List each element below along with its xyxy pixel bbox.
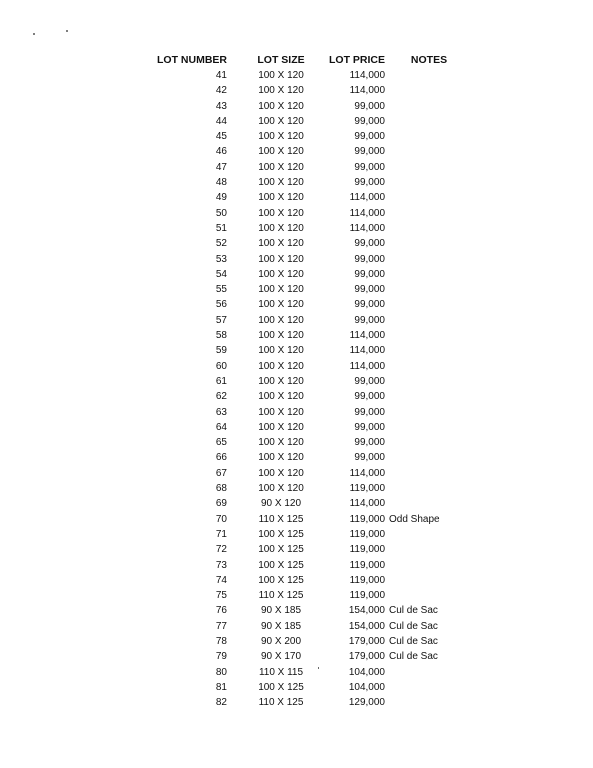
notes-cell: [385, 160, 469, 175]
lot-price-cell: 154,000: [348, 620, 385, 632]
lot-number-cell: 64: [215, 421, 227, 433]
lot-size-cell: 110 X 125: [258, 590, 304, 602]
lot-price-cell: 119,000: [349, 590, 385, 602]
lot-size-cell: 100 X 120: [258, 375, 304, 387]
notes-cell: [385, 297, 469, 312]
lot-size-cell: 100 X 120: [258, 299, 304, 311]
lot-number-cell: 71: [215, 528, 227, 540]
notes-cell: [385, 558, 469, 573]
lot-number-cell: 78: [215, 635, 227, 647]
lot-number-header: LOT NUMBER: [157, 54, 227, 66]
lot-size-cell: 100 X 120: [258, 177, 304, 189]
lot-size-header: LOT SIZE: [257, 54, 305, 66]
notes-cell: [385, 114, 469, 129]
notes-cell: [385, 359, 469, 374]
lot-size-cell: 100 X 120: [258, 131, 304, 143]
notes-cell: [385, 450, 469, 465]
lot-number-cell: 72: [215, 544, 227, 556]
notes-cell: Cul de Sac: [389, 605, 438, 617]
table-row: [157, 359, 469, 374]
notes-cell: [385, 527, 469, 542]
table-row: [157, 649, 469, 664]
lot-number-cell: 66: [215, 452, 227, 464]
table-row: [157, 282, 469, 297]
notes-cell: [385, 389, 469, 404]
notes-cell: [385, 144, 469, 159]
notes-cell: [385, 665, 469, 680]
table-row: [157, 680, 469, 695]
lot-size-cell: 100 X 120: [258, 146, 304, 158]
lot-size-cell: 100 X 120: [258, 222, 304, 234]
lot-rows: [157, 68, 469, 710]
notes-cell: Cul de Sac: [389, 635, 438, 647]
lot-number-cell: 46: [215, 146, 227, 158]
table-row: [157, 542, 469, 557]
lot-number-cell: 70: [215, 513, 227, 525]
lot-price-cell: 114,000: [349, 70, 385, 81]
notes-cell: Odd Shape: [389, 513, 440, 525]
lot-size-cell: 100 X 125: [258, 544, 304, 556]
lot-size-cell: 100 X 125: [258, 559, 304, 571]
lot-price-cell: 99,000: [354, 406, 385, 418]
lot-size-cell: 100 X 120: [258, 207, 304, 219]
lot-size-cell: 110 X 115: [258, 666, 304, 678]
lot-number-cell: 57: [215, 314, 227, 326]
lot-price-cell: 99,000: [354, 146, 385, 158]
notes-cell: [385, 236, 469, 251]
lot-size-cell: 100 X 120: [258, 253, 304, 265]
lot-number-cell: 59: [215, 345, 227, 357]
notes-cell: [385, 68, 469, 83]
lot-price-cell: 154,000: [348, 605, 385, 617]
table-row: [157, 236, 469, 251]
lot-number-cell: 62: [215, 391, 227, 403]
lot-size-cell: 90 X 185: [260, 620, 302, 632]
lot-size-cell: 100 X 120: [258, 100, 304, 112]
lot-price-cell: 99,000: [354, 391, 385, 403]
notes-header: NOTES: [410, 54, 448, 66]
notes-cell: Cul de Sac: [389, 651, 438, 663]
lot-price-cell: 99,000: [354, 421, 385, 433]
lot-number-cell: 60: [215, 360, 227, 372]
table-row: [157, 221, 469, 236]
lot-number-cell: 55: [215, 284, 227, 296]
lot-number-cell: 44: [215, 115, 227, 127]
notes-cell: [385, 206, 469, 221]
lot-price-cell: 99,000: [354, 299, 385, 311]
lot-number-cell: 79: [215, 651, 227, 663]
lot-number-cell: 56: [215, 299, 227, 311]
table-row: [157, 634, 469, 649]
lot-number-cell: 45: [215, 131, 227, 143]
notes-cell: [385, 252, 469, 267]
lot-price-cell: 114,000: [349, 467, 385, 479]
lot-price-cell: 114,000: [349, 360, 385, 372]
lot-number-cell: 74: [215, 574, 227, 586]
notes-cell: [385, 374, 469, 389]
notes-cell: [385, 282, 469, 297]
lot-size-cell: 100 X 120: [258, 268, 304, 280]
table-row: [157, 160, 469, 175]
table-row: [157, 190, 469, 205]
lot-number-cell: 43: [215, 100, 227, 112]
lot-size-cell: 100 X 120: [258, 360, 304, 372]
lot-number-cell: 67: [215, 467, 227, 479]
table-row: [157, 313, 469, 328]
lot-number-cell: 77: [215, 620, 227, 632]
table-row: [157, 496, 469, 511]
lot-size-cell: 110 X 125: [258, 513, 304, 525]
lot-number-cell: 75: [215, 590, 227, 602]
lot-price-cell: 99,000: [354, 314, 385, 326]
lot-price-table: [157, 52, 469, 710]
lot-price-cell: 99,000: [354, 177, 385, 189]
lot-price-cell: 119,000: [349, 483, 385, 495]
lot-number-cell: 69: [215, 498, 227, 510]
table-header-row: [157, 52, 469, 68]
lot-number-cell: 54: [215, 268, 227, 280]
lot-price-cell: 119,000: [349, 528, 385, 540]
table-row: [157, 328, 469, 343]
lot-number-cell: 76: [215, 605, 227, 617]
lot-price-cell: 119,000: [349, 513, 385, 525]
lot-price-cell: 119,000: [349, 544, 385, 556]
lot-size-cell: 110 X 125: [258, 697, 304, 709]
table-row: [157, 297, 469, 312]
table-row: [157, 343, 469, 358]
lot-size-cell: 100 X 120: [258, 330, 304, 342]
lot-price-cell: 99,000: [354, 284, 385, 296]
notes-cell: [385, 496, 469, 511]
lot-size-cell: 100 X 120: [258, 192, 304, 204]
lot-number-cell: 58: [215, 330, 227, 342]
lot-size-cell: 100 X 120: [258, 238, 304, 250]
lot-number-cell: 82: [215, 697, 227, 709]
notes-cell: [385, 313, 469, 328]
table-row: [157, 527, 469, 542]
lot-price-cell: 99,000: [354, 115, 385, 127]
notes-cell: [385, 680, 469, 695]
lot-size-cell: 100 X 125: [258, 681, 304, 693]
table-row: [157, 466, 469, 481]
lot-size-cell: 100 X 120: [258, 85, 304, 97]
table-row: [157, 175, 469, 190]
notes-cell: [385, 221, 469, 236]
lot-size-cell: 100 X 120: [258, 437, 304, 449]
lot-size-cell: 100 X 125: [258, 528, 304, 540]
lot-number-cell: 73: [215, 559, 227, 571]
table-row: [157, 129, 469, 144]
lot-size-cell: 100 X 120: [258, 115, 304, 127]
table-row: [157, 481, 469, 496]
table-row: [157, 114, 469, 129]
notes-cell: [385, 129, 469, 144]
lot-size-cell: 100 X 120: [258, 284, 304, 296]
lot-size-cell: 90 X 185: [260, 605, 302, 617]
table-row: [157, 252, 469, 267]
lot-price-cell: 179,000: [348, 651, 385, 663]
lot-size-cell: 100 X 120: [258, 406, 304, 418]
lot-price-cell: 114,000: [349, 345, 385, 357]
lot-number-cell: 49: [215, 192, 227, 204]
lot-size-cell: 100 X 120: [258, 467, 304, 479]
notes-cell: [385, 481, 469, 496]
lot-price-cell: 114,000: [349, 498, 385, 510]
lot-price-cell: 114,000: [349, 85, 385, 97]
lot-price-cell: 114,000: [349, 192, 385, 204]
lot-number-cell: 42: [215, 85, 227, 97]
lot-size-cell: 90 X 200: [260, 635, 302, 647]
lot-price-cell: 99,000: [354, 452, 385, 464]
table-row: [157, 389, 469, 404]
scan-speck: [66, 30, 68, 32]
lot-number-cell: 50: [215, 207, 227, 219]
lot-price-cell: 129,000: [348, 697, 385, 709]
table-row: [157, 603, 469, 618]
table-row: [157, 450, 469, 465]
lot-size-cell: 100 X 120: [258, 345, 304, 357]
lot-price-cell: 99,000: [354, 238, 385, 250]
notes-cell: [385, 175, 469, 190]
notes-cell: [385, 573, 469, 588]
lot-number-cell: 68: [215, 483, 227, 495]
lot-size-cell: 90 X 170: [260, 651, 302, 663]
table-row: [157, 374, 469, 389]
lot-price-cell: 99,000: [354, 131, 385, 143]
lot-size-cell: 100 X 120: [258, 161, 304, 173]
notes-cell: [385, 542, 469, 557]
lot-number-cell: 61: [215, 375, 227, 387]
lot-number-cell: 48: [215, 177, 227, 189]
table-row: [157, 558, 469, 573]
table-row: [157, 144, 469, 159]
notes-cell: [385, 420, 469, 435]
notes-cell: [385, 83, 469, 98]
table-row: [157, 405, 469, 420]
table-row: [157, 512, 469, 527]
lot-number-cell: 80: [215, 666, 227, 678]
lot-size-cell: 100 X 120: [258, 314, 304, 326]
lot-price-cell: 114,000: [349, 330, 385, 342]
lot-number-cell: 52: [215, 238, 227, 250]
table-row: [157, 420, 469, 435]
lot-price-cell: 104,000: [348, 681, 385, 693]
table-row: [157, 435, 469, 450]
lot-number-cell: 65: [215, 437, 227, 449]
notes-cell: [385, 405, 469, 420]
scan-speck: [33, 33, 35, 35]
table-row: [157, 665, 469, 680]
table-row: [157, 619, 469, 634]
lot-price-cell: 179,000: [348, 635, 385, 647]
lot-price-cell: 119,000: [349, 574, 385, 586]
table-row: [157, 83, 469, 98]
lot-price-cell: 99,000: [354, 253, 385, 265]
lot-size-cell: 100 X 120: [258, 391, 304, 403]
lot-size-cell: 100 X 120: [258, 421, 304, 433]
table-row: [157, 695, 469, 710]
notes-cell: [385, 343, 469, 358]
table-row: [157, 68, 469, 83]
lot-price-cell: 99,000: [354, 375, 385, 387]
lot-price-cell: 99,000: [354, 268, 385, 280]
notes-cell: [385, 99, 469, 114]
lot-price-cell: 99,000: [354, 100, 385, 112]
lot-size-cell: 100 X 120: [258, 70, 304, 81]
notes-cell: [385, 267, 469, 282]
notes-cell: [385, 588, 469, 603]
table-row: [157, 206, 469, 221]
lot-number-cell: 41: [215, 70, 227, 81]
notes-cell: [385, 695, 469, 710]
table-row: [157, 588, 469, 603]
lot-number-cell: 47: [215, 161, 227, 173]
lot-price-cell: 99,000: [354, 437, 385, 449]
notes-cell: [385, 328, 469, 343]
lot-price-header: LOT PRICE: [328, 54, 385, 66]
table-row: [157, 573, 469, 588]
lot-price-cell: 114,000: [349, 222, 385, 234]
notes-cell: [385, 466, 469, 481]
lot-price-cell: 119,000: [349, 559, 385, 571]
lot-number-cell: 53: [215, 253, 227, 265]
lot-size-cell: 100 X 120: [258, 483, 304, 495]
table-row: [157, 267, 469, 282]
table-row: [157, 99, 469, 114]
lot-number-cell: 81: [215, 681, 227, 693]
lot-size-cell: 100 X 120: [258, 452, 304, 464]
lot-number-cell: 51: [215, 222, 227, 234]
lot-size-cell: 100 X 125: [258, 574, 304, 586]
notes-cell: [385, 435, 469, 450]
lot-price-cell: 104,000: [348, 666, 385, 678]
lot-price-cell: 114,000: [349, 207, 385, 219]
notes-cell: [385, 190, 469, 205]
lot-number-cell: 63: [215, 406, 227, 418]
lot-price-cell: 99,000: [354, 161, 385, 173]
lot-size-cell: 90 X 120: [260, 498, 302, 510]
notes-cell: Cul de Sac: [389, 620, 438, 632]
